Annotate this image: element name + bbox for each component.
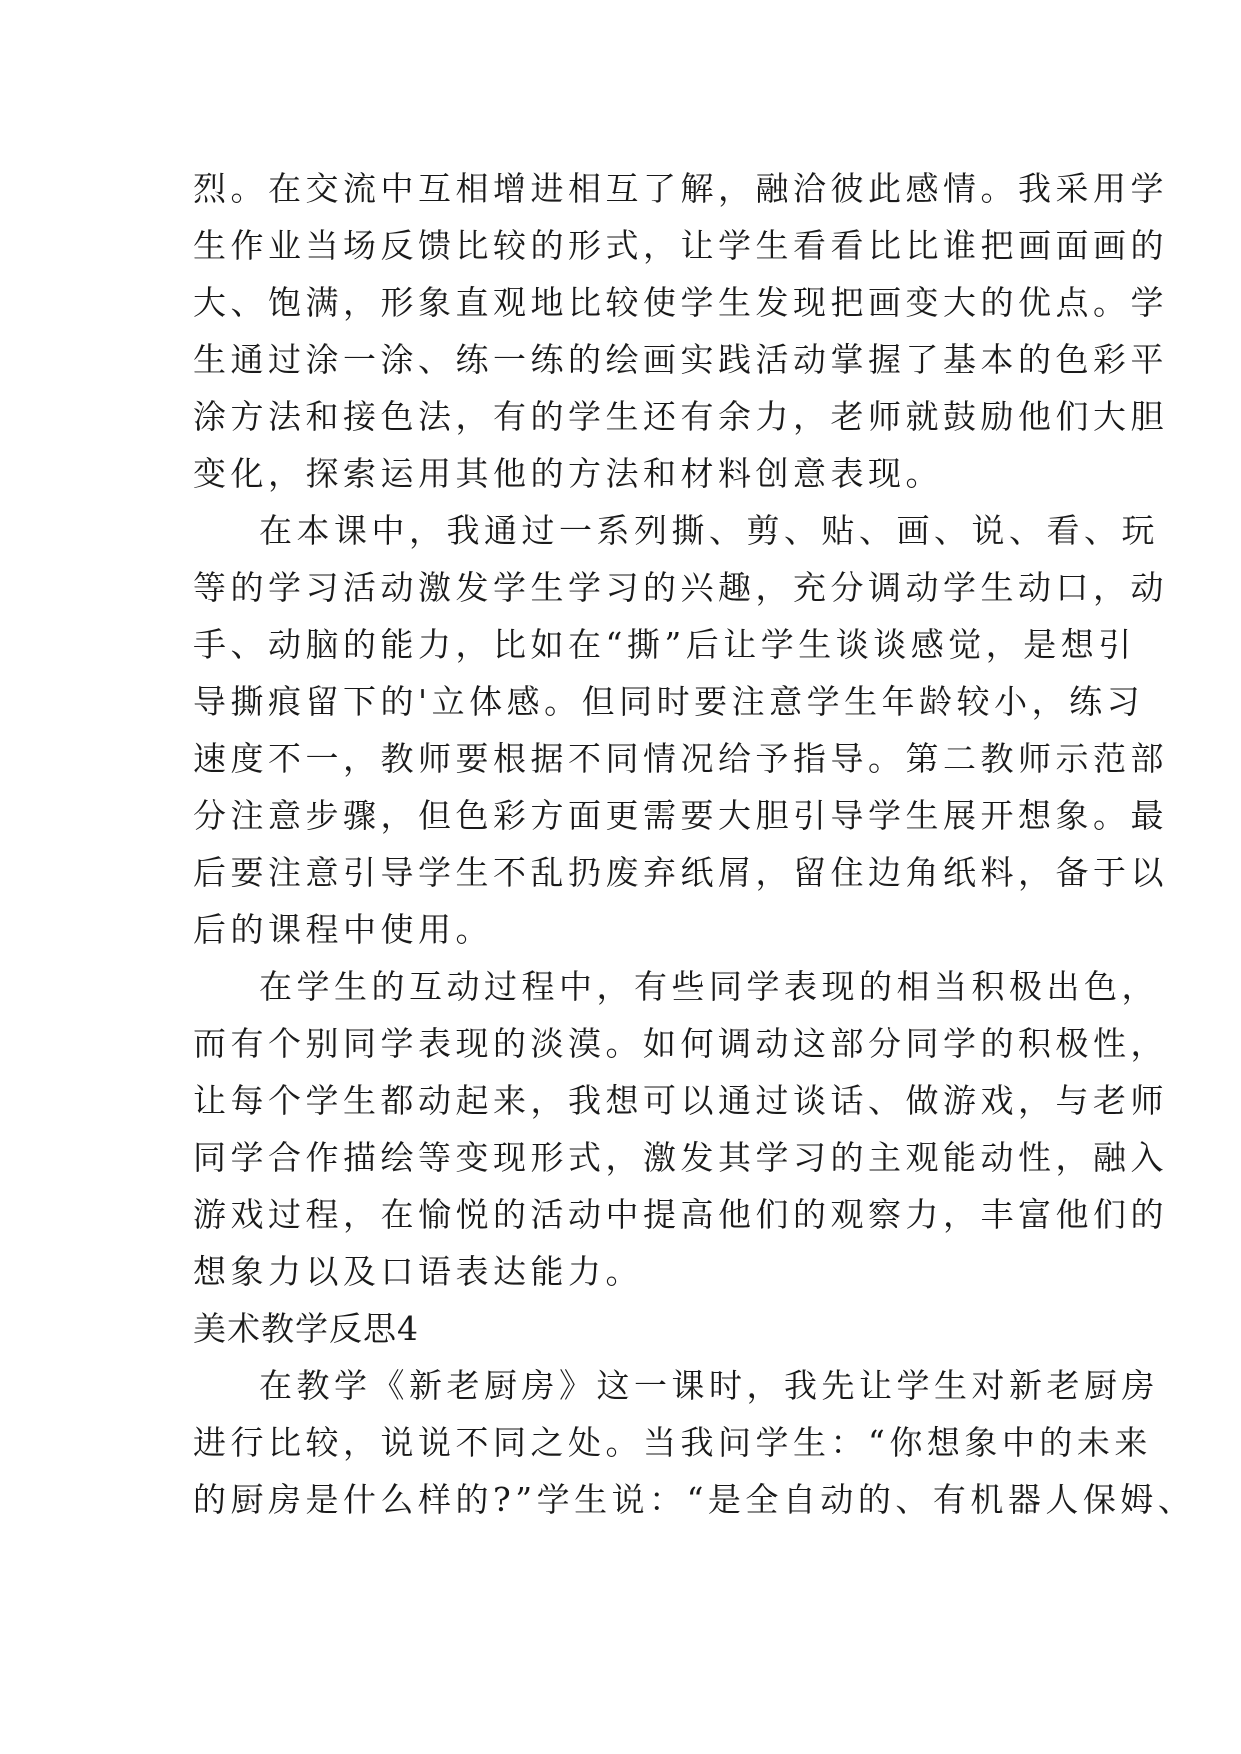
text-line: 等的学习活动激发学生学习的兴趣，充分调动学生动口，动 [193,568,1168,607]
text-line: 后的课程中使用。 [193,910,493,949]
text-line: 进行比较，说说不同之处。当我问学生：“你想象中的未来 [193,1423,1152,1462]
text-line: 速度不一，教师要根据不同情况给予指导。第二教师示范部 [193,739,1168,778]
section-heading: 美术教学反思4 [193,1309,419,1348]
text-line: 游戏过程，在愉悦的活动中提高他们的观察力，丰富他们的 [193,1195,1168,1234]
paragraph-4 [193,1357,1196,1528]
text-line: 在学生的互动过程中，有些同学表现的相当积极出色， [259,967,1159,1006]
paragraph-3 [193,958,1168,1300]
text-line: 同学合作描绘等变现形式，激发其学习的主观能动性，融入 [193,1138,1168,1177]
text-line: 烈。在交流中互相增进相互了解，融洽彼此感情。我采用学 [193,169,1168,208]
document-body [193,160,1196,1528]
text-line: 手、动脑的能力，比如在“撕”后让学生谈谈感觉，是想引 [193,625,1136,664]
paragraph-2 [193,502,1168,958]
text-line: 涂方法和接色法，有的学生还有余力，老师就鼓励他们大胆 [193,397,1168,436]
text-line: 分注意步骤，但色彩方面更需要大胆引导学生展开想象。最 [193,796,1168,835]
text-line: 后要注意引导学生不乱扔废弃纸屑，留住边角纸料，备于以 [193,853,1168,892]
text-line: 让每个学生都动起来，我想可以通过谈话、做游戏，与老师 [193,1081,1168,1120]
text-line: 大、饱满，形象直观地比较使学生发现把画变大的优点。学 [193,283,1168,322]
text-line: 的厨房是什么样的?”学生说：“是全自动的、有机器人保姆、 [193,1480,1196,1519]
text-line: 导撕痕留下的'立体感。但同时要注意学生年龄较小，练习 [193,682,1145,721]
text-line: 想象力以及口语表达能力。 [193,1252,643,1291]
text-line: 而有个别同学表现的淡漠。如何调动这部分同学的积极性， [193,1024,1168,1063]
text-line: 在教学《新老厨房》这一课时，我先让学生对新老厨房 [259,1366,1159,1405]
text-line: 生作业当场反馈比较的形式，让学生看看比比谁把画面画的 [193,226,1168,265]
paragraph-1 [193,160,1168,502]
text-line: 生通过涂一涂、练一练的绘画实践活动掌握了基本的色彩平 [193,340,1168,379]
text-line: 在本课中，我通过一系列撕、剪、贴、画、说、看、玩 [259,511,1159,550]
text-line: 变化，探索运用其他的方法和材料创意表现。 [193,454,943,493]
